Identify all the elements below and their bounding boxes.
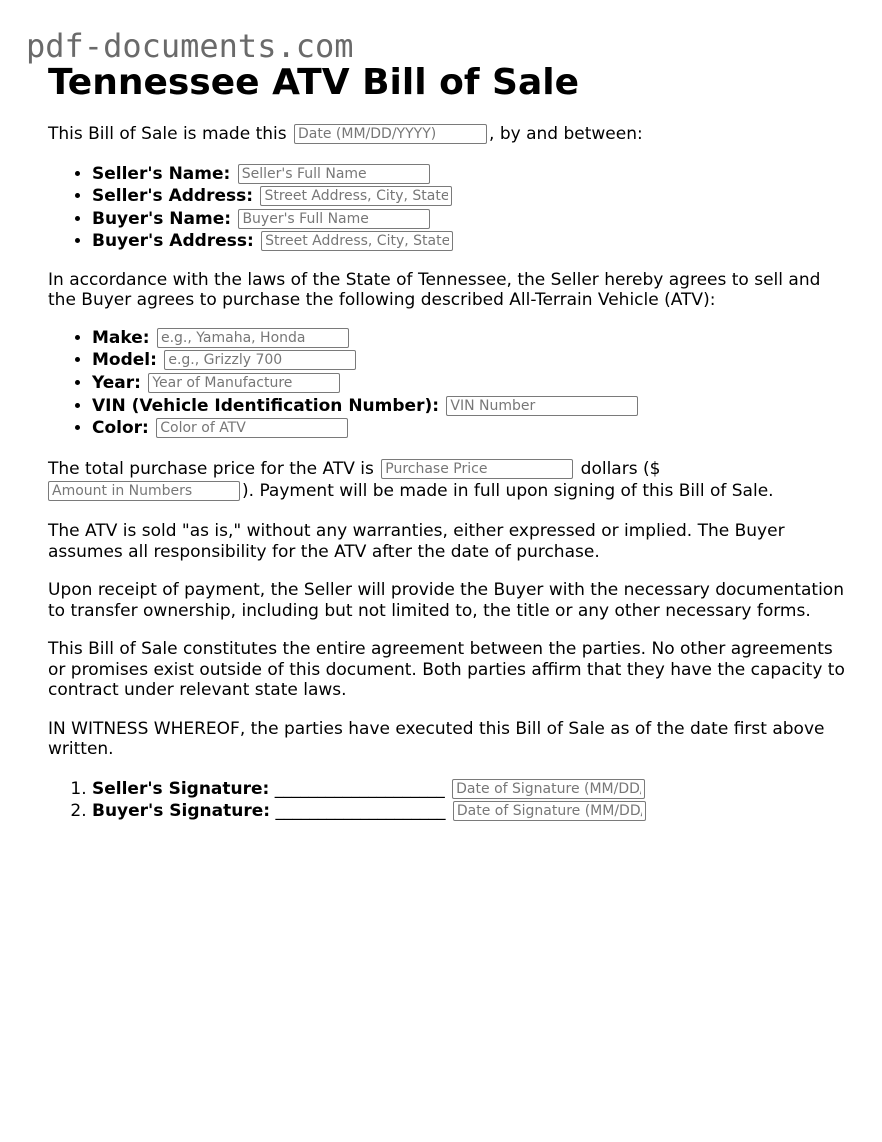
list-item [92, 417, 848, 440]
signatures-list [48, 778, 848, 823]
seller-name-input[interactable] [238, 164, 430, 184]
list-item [92, 208, 848, 231]
list-item [92, 349, 848, 372]
amount-numbers-input[interactable] [48, 481, 240, 501]
year-label: Year: [92, 373, 141, 394]
list-item [92, 230, 848, 253]
buyer-signature-label: Buyer's Signature: [92, 801, 271, 822]
agreement-paragraph: In accordance with the laws of the State of Tennessee, the Seller hereby agrees to sell and the Buyer agrees to purchase the following described All-Terrain Vehicle (ATV): [48, 269, 821, 311]
list-item [92, 327, 848, 350]
list-item [92, 395, 848, 418]
price-paragraph [48, 458, 848, 503]
list-item [92, 800, 848, 823]
entire-agreement-paragraph: This Bill of Sale constitutes the entire agreement between the parties. No other agreements or promises exist outside of this document. Both parties affirm that they have the capacity to contract under relevant state laws. [48, 639, 845, 701]
purchase-price-input[interactable] [381, 459, 573, 479]
price-text-after: ). Payment will be made in full upon signing of this Bill of Sale. [242, 481, 774, 502]
buyer-address-input[interactable] [261, 231, 453, 251]
vin-label: VIN (Vehicle Identification Number): [92, 395, 440, 416]
color-input[interactable] [156, 418, 348, 438]
price-text-before: The total purchase price for the ATV is [48, 458, 374, 479]
seller-signature-label: Seller's Signature: [92, 778, 270, 799]
buyer-name-input[interactable] [238, 209, 430, 229]
list-item [92, 372, 848, 395]
year-input[interactable] [148, 373, 340, 393]
buyer-signature-date-input[interactable] [453, 801, 646, 821]
vin-input[interactable] [446, 396, 638, 416]
vehicle-details-list [48, 327, 848, 440]
buyer-address-label: Buyer's Address: [92, 231, 254, 252]
list-item [92, 163, 848, 186]
buyer-signature-line[interactable]: ____________________ [275, 801, 446, 822]
seller-signature-date-input[interactable] [452, 779, 645, 799]
as-is-paragraph: The ATV is sold "as is," without any warranties, either expressed or implied. The Buyer assumes all responsibility for the ATV after the date of purchase. [48, 521, 785, 562]
intro-text-before: This Bill of Sale is made this [48, 124, 287, 144]
model-label: Model: [92, 350, 157, 371]
intro-paragraph [48, 124, 848, 145]
color-label: Color: [92, 418, 149, 439]
seller-name-label: Seller's Name: [92, 163, 231, 184]
list-item [92, 778, 848, 801]
model-input[interactable] [164, 350, 356, 370]
parties-list [48, 163, 848, 253]
documentation-paragraph: Upon receipt of payment, the Seller will provide the Buyer with the necessary documentation to transfer ownership, including but not limited to, the title or any other necessary forms. [48, 580, 844, 621]
bill-of-sale-document [48, 60, 848, 823]
page-title: Tennessee ATV Bill of Sale [48, 62, 579, 103]
price-text-middle: dollars ($ [580, 458, 661, 479]
list-item [92, 185, 848, 208]
make-label: Make: [92, 327, 150, 348]
seller-address-input[interactable] [260, 186, 452, 206]
seller-signature-line[interactable]: ____________________ [274, 778, 445, 799]
watermark: pdf-documents.com [26, 27, 354, 65]
seller-address-label: Seller's Address: [92, 186, 254, 207]
sale-date-input[interactable] [294, 124, 487, 144]
witness-paragraph: IN WITNESS WHEREOF, the parties have executed this Bill of Sale as of the date first above written. [48, 718, 825, 760]
intro-text-after: , by and between: [489, 124, 643, 144]
buyer-name-label: Buyer's Name: [92, 208, 232, 229]
make-input[interactable] [157, 328, 349, 348]
